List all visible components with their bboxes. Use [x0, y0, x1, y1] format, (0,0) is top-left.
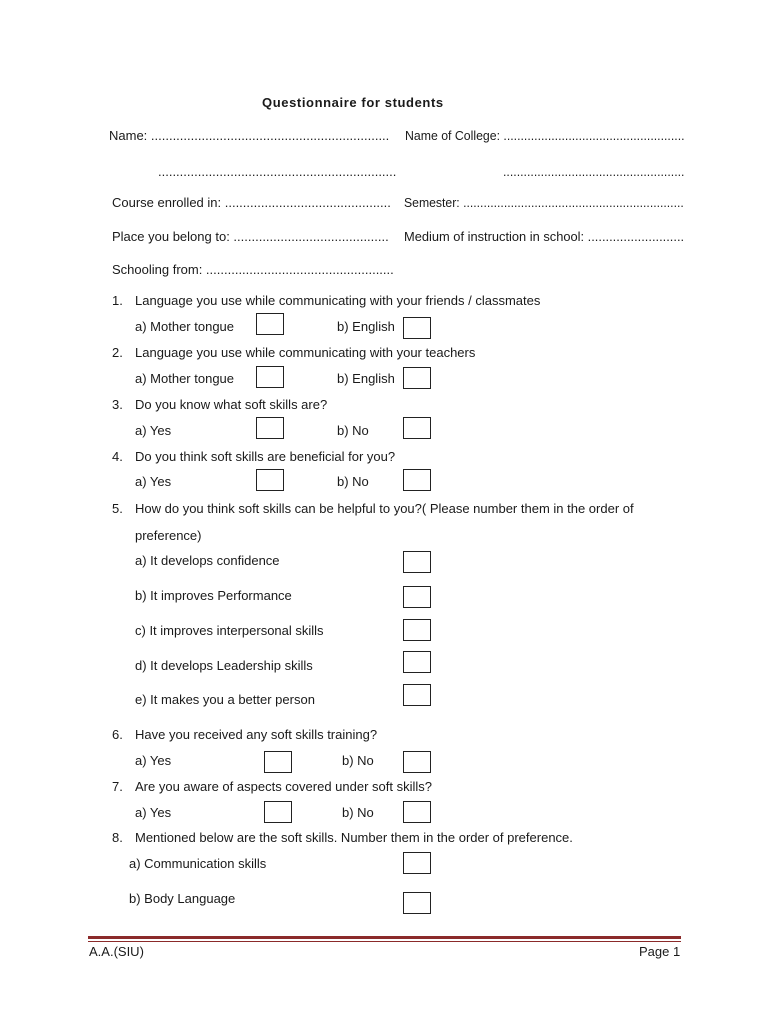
question-text: Do you think soft skills are beneficial for you? — [135, 449, 396, 464]
option-label: a) Mother tongue — [135, 371, 235, 386]
question-number: 6. — [112, 727, 123, 742]
course-field: Course enrolled in: .............................................. — [112, 195, 391, 210]
ranking-box[interactable] — [403, 892, 431, 914]
option-label: b) No — [342, 753, 374, 768]
option-label: a) Yes — [135, 805, 172, 820]
place-field: Place you belong to: ........................................... — [112, 229, 389, 244]
ranking-box[interactable] — [403, 651, 431, 673]
page-title: Questionnaire for students — [262, 95, 444, 110]
question-text: Are you aware of aspects covered under soft skills? — [135, 779, 432, 794]
option-label: b) English — [337, 319, 395, 334]
ranking-box[interactable] — [403, 551, 431, 573]
college-field: Name of College: ..................................................... — [405, 128, 685, 143]
option-label: b) No — [342, 805, 374, 820]
answer-checkbox[interactable] — [256, 417, 284, 439]
name-field: Name: .................................................................. — [109, 128, 390, 143]
ranking-option: b) It improves Performance — [135, 588, 292, 603]
ranking-option: a) It develops confidence — [135, 553, 280, 568]
footer-author: A.A.(SIU) — [89, 944, 144, 959]
answer-checkbox[interactable] — [256, 469, 284, 491]
semester-field: Semester: ................................................................. — [404, 195, 684, 210]
answer-checkbox[interactable] — [403, 801, 431, 823]
answer-checkbox[interactable] — [403, 367, 431, 389]
answer-checkbox[interactable] — [256, 366, 284, 388]
option-label: b) No — [337, 423, 369, 438]
name-field-continuation: .................................................................. — [158, 164, 397, 179]
ranking-option: a) Communication skills — [129, 856, 267, 871]
question-text: Language you use while communicating with your friends / classmates — [135, 293, 541, 308]
answer-checkbox[interactable] — [403, 469, 431, 491]
ranking-option: b) Body Language — [129, 891, 236, 906]
question-text: Do you know what soft skills are? — [135, 397, 328, 412]
question-number: 2. — [112, 345, 123, 360]
option-label: a) Yes — [135, 423, 172, 438]
schooling-field: Schooling from: .................................................... — [112, 262, 394, 277]
answer-checkbox[interactable] — [264, 801, 292, 823]
question-text: Mentioned below are the soft skills. Number them in the order of preference. — [135, 830, 573, 845]
question-number: 8. — [112, 830, 123, 845]
option-label: b) No — [337, 474, 369, 489]
footer-rule-thin — [88, 941, 681, 942]
ranking-option: e) It makes you a better person — [135, 692, 315, 707]
answer-checkbox[interactable] — [403, 417, 431, 439]
answer-checkbox[interactable] — [256, 313, 284, 335]
question-number: 3. — [112, 397, 123, 412]
ranking-option: d) It develops Leadership skills — [135, 658, 313, 673]
question-number: 1. — [112, 293, 123, 308]
answer-checkbox[interactable] — [264, 751, 292, 773]
answer-checkbox[interactable] — [403, 751, 431, 773]
question-text-continuation: preference) — [135, 528, 202, 543]
ranking-option: c) It improves interpersonal skills — [135, 623, 324, 638]
college-field-continuation: ..................................................... — [503, 164, 685, 179]
question-number: 4. — [112, 449, 123, 464]
ranking-box[interactable] — [403, 684, 431, 706]
ranking-box[interactable] — [403, 852, 431, 874]
ranking-box[interactable] — [403, 586, 431, 608]
option-label: a) Yes — [135, 753, 172, 768]
ranking-box[interactable] — [403, 619, 431, 641]
footer-rule — [88, 936, 681, 939]
question-text: Have you received any soft skills training? — [135, 727, 378, 742]
answer-checkbox[interactable] — [403, 317, 431, 339]
question-number: 5. — [112, 501, 123, 516]
option-label: a) Yes — [135, 474, 172, 489]
option-label: a) Mother tongue — [135, 319, 235, 334]
option-label: b) English — [337, 371, 395, 386]
question-number: 7. — [112, 779, 123, 794]
medium-field: Medium of instruction in school: ........................... — [404, 229, 685, 244]
footer-page-number: Page 1 — [639, 944, 681, 959]
question-text: Language you use while communicating with your teachers — [135, 345, 476, 360]
question-text: How do you think soft skills can be helpful to you?( Please number them in the order of — [135, 501, 634, 516]
